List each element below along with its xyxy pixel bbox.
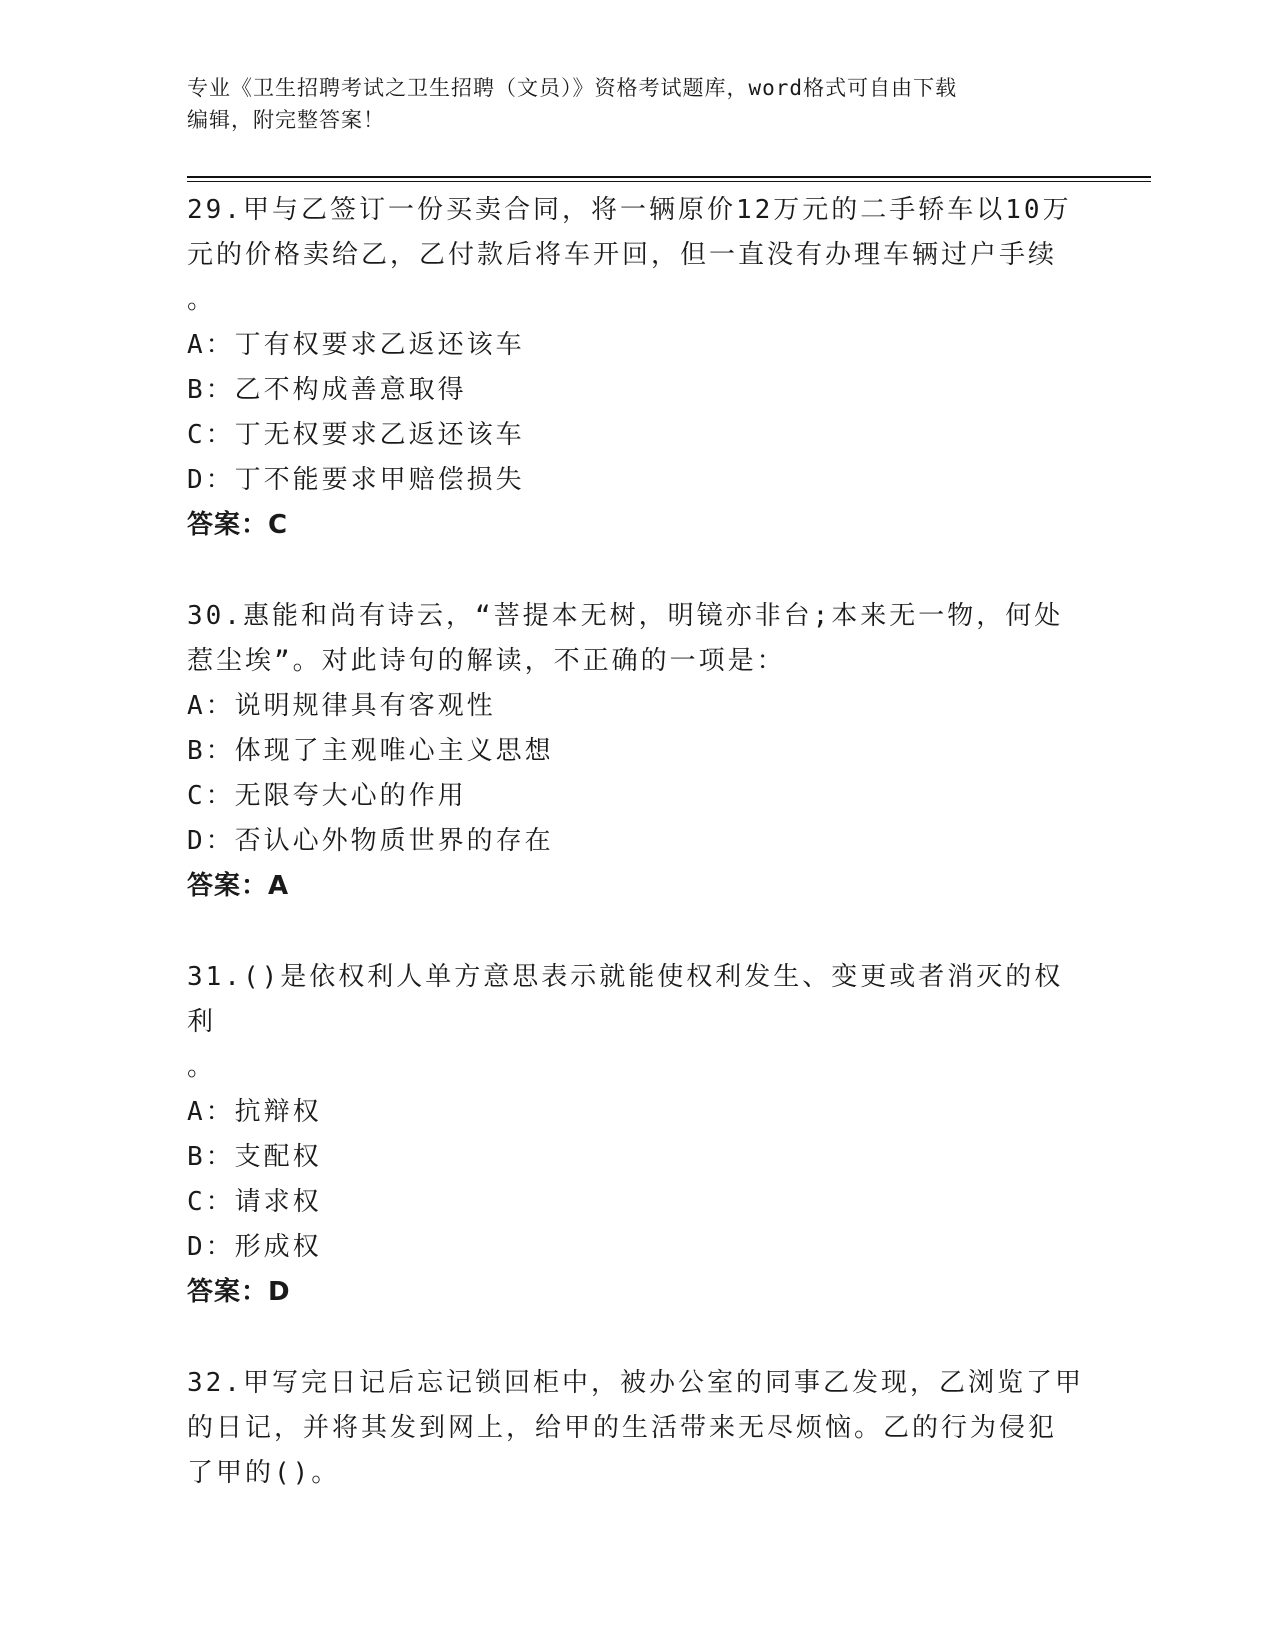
question-text-line: 惹尘埃”。对此诗句的解读，不正确的一项是： [187, 646, 786, 676]
question-text-line: 了甲的()。 [187, 1458, 341, 1488]
question-text-line: 的日记，并将其发到网上，给甲的生活带来无尽烦恼。乙的行为侵犯 [187, 1413, 1058, 1443]
option-a: A：丁有权要求乙返还该车 [187, 330, 525, 360]
question-spacer [187, 1315, 1087, 1361]
option-d: D：丁不能要求甲赔偿损失 [187, 465, 525, 495]
option-c: C：请求权 [187, 1187, 322, 1217]
question-list [187, 188, 1087, 1496]
question-text-line: 32.甲写完日记后忘记锁回柜中，被办公室的同事乙发现，乙浏览了甲 [187, 1368, 1084, 1398]
option-b: B：体现了主观唯心主义思想 [187, 736, 554, 766]
option-a: A：抗辩权 [187, 1097, 322, 1127]
question-text-line: 30.惠能和尚有诗云，“菩提本无树，明镜亦非台;本来无一物，何处 [187, 601, 1064, 631]
header-line-2: 编辑，附完整答案！ [187, 108, 385, 132]
header-line-1: 专业《卫生招聘考试之卫生招聘（文员）》资格考试题库，word格式可自由下载 [187, 76, 958, 100]
question-31 [187, 955, 1087, 1315]
question-text-tail: 。 [187, 1052, 214, 1082]
question-29 [187, 188, 1087, 548]
option-d: D：否认心外物质世界的存在 [187, 826, 554, 856]
option-a: A：说明规律具有客观性 [187, 691, 496, 721]
header-divider-thin [187, 181, 1151, 182]
question-text-line: 31.()是依权利人单方意思表示就能使权利发生、变更或者消灭的权利 [187, 962, 1064, 1037]
option-b: B：支配权 [187, 1142, 322, 1172]
question-spacer [187, 909, 1087, 955]
answer-line: 答案：D [187, 1277, 291, 1307]
document-header [187, 72, 1067, 136]
answer-line: 答案：A [187, 871, 290, 901]
question-text-line: 29.甲与乙签订一份买卖合同，将一辆原价12万元的二手轿车以10万 [187, 195, 1072, 225]
question-text-line: 元的价格卖给乙，乙付款后将车开回，但一直没有办理车辆过户手续 [187, 240, 1058, 270]
option-d: D：形成权 [187, 1232, 322, 1262]
option-c: C：无限夸大心的作用 [187, 781, 467, 811]
answer-line: 答案：C [187, 510, 289, 540]
header-divider-thick [187, 176, 1151, 178]
option-b: B：乙不构成善意取得 [187, 375, 467, 405]
question-30 [187, 594, 1087, 909]
option-c: C：丁无权要求乙返还该车 [187, 420, 525, 450]
question-32 [187, 1361, 1087, 1496]
question-spacer [187, 548, 1087, 594]
question-text-tail: 。 [187, 285, 214, 315]
